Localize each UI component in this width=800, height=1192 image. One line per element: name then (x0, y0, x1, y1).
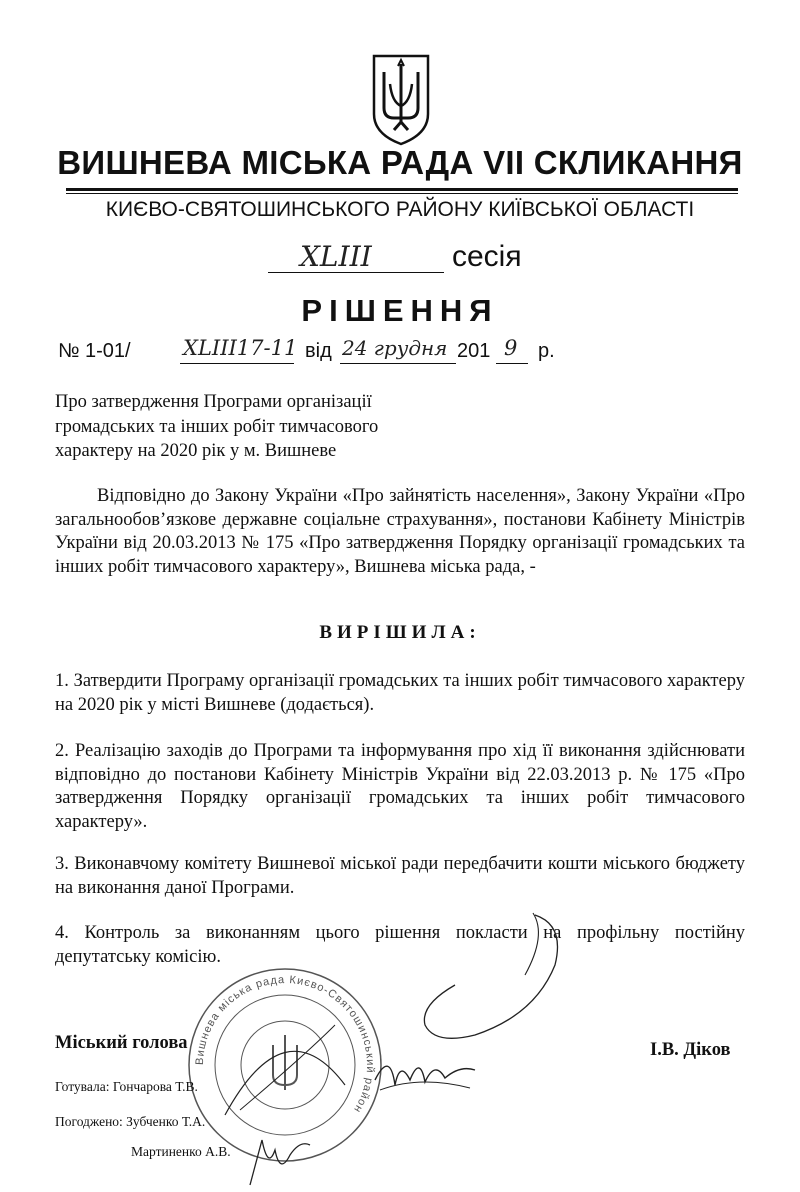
resolution-item: 2. Реалізацію заходів до Програми та інформування про хід її виконання здійснювати відповідно до постанови Кабінету Міністрів України від 22.03.2013 р. № 175 «Про затвердження Порядку організації громадських та інших робіт тимчасового характеру». (55, 741, 745, 832)
header-rule-thin (66, 193, 738, 194)
mayor-name: І.В. Діков (650, 1040, 731, 1060)
resolution-item: 4. Контроль за виконанням цього рішення покласти на профільну постійну депутатську комісію. (55, 923, 745, 967)
preamble-paragraph: Відповідно до Закону України «Про зайнятість населення», Закону України «Про загальнообов’язкове державне соціальне страхування», постанови Кабінету Міністрів України від 20.03.2013 № 175 «Про затвердження Порядку організації громадських та інших робіт тимчасового характеру», Вишнева міська рада, - (55, 486, 745, 577)
agreed-by-second: Мартиненко А.В. (131, 1144, 231, 1159)
council-title: ВИШНЕВА МІСЬКА РАДА VII СКЛИКАННЯ (57, 144, 743, 181)
mayor-signature-icon (370, 1040, 480, 1100)
date-from-label: від (305, 340, 332, 362)
decision-number-prefix: № 1-01/ (58, 340, 131, 362)
decision-number-value: XLIII17-11 (183, 336, 298, 360)
stamp-text: Вишнева міська рада Києво-Святошинський район (193, 973, 377, 1116)
year-digit: 9 (504, 336, 518, 360)
district-subtitle: КИЄВО-СВЯТОШИНСЬКОГО РАЙОНУ КИЇВСЬКОЇ ОБЛАСТІ (105, 198, 695, 221)
header-rule-thick (66, 188, 738, 191)
trident-emblem-icon (370, 52, 432, 148)
decision-subject: Про затвердження Програми організації громадських та інших робіт тимчасового характеру на 2020 рік у м. Вишневе (55, 392, 379, 461)
date-underline (340, 363, 456, 364)
resolution-item: 1. Затвердити Програму організації громадських та інших робіт тимчасового характеру на 2020 рік у місті Вишневе (додається). (55, 671, 745, 715)
decision-number-underline (180, 363, 294, 364)
year-suffix: р. (538, 340, 555, 362)
prepared-by: Готувала: Гончарова Т.В. (55, 1079, 198, 1094)
year-prefix: 201 (457, 340, 491, 362)
session-label: сесія (452, 240, 522, 273)
mayor-title: Міський голова (55, 1033, 188, 1053)
resolved-heading: ВИРІШИЛА: (319, 622, 481, 643)
decision-date-value: 24 грудня (342, 336, 448, 360)
year-underline (496, 363, 528, 364)
approver-signature-icon (240, 1130, 320, 1190)
session-number: XLIII (300, 240, 372, 273)
decision-title: РІШЕННЯ (301, 293, 499, 328)
resolution-item: 3. Виконавчому комітету Вишневої міської ради передбачити кошти міського бюджету на виконання даної Програми. (55, 854, 745, 898)
agreed-by: Погоджено: Зубченко Т.А. (55, 1114, 206, 1129)
signature-stroke-icon (415, 905, 575, 1055)
